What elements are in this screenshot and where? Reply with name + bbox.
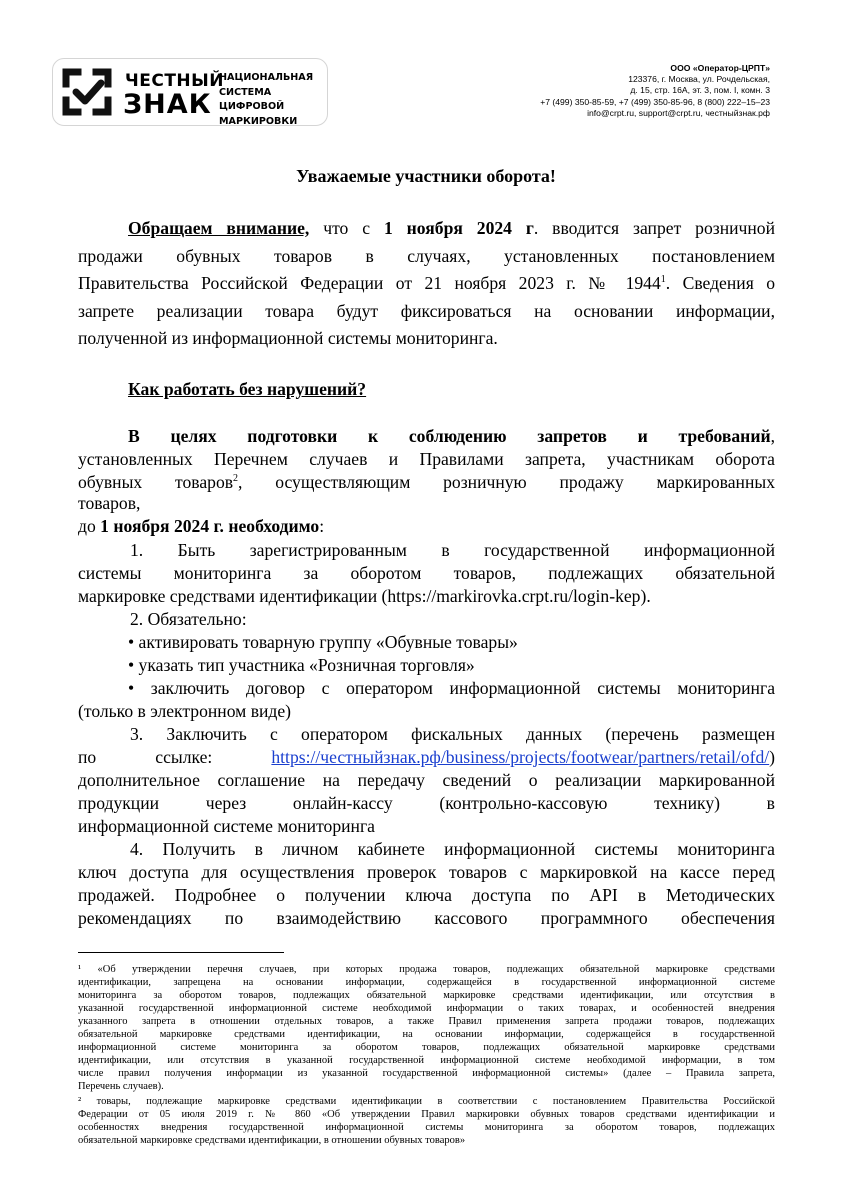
org-phones: +7 (499) 350-85-59, +7 (499) 350-85-96, 8 (800) 222–15–23 (540, 96, 770, 107)
logo-tagline-line: НАЦИОНАЛЬНАЯ (219, 72, 314, 83)
step-4-line: рекомендациях по взаимодействию кассового программного обеспечения (78, 908, 775, 928)
footnote-2-line: ² товары, подлежащие маркировке средствами идентификации в соответствии с постановлением Правительства Российской (78, 1096, 775, 1107)
step-4-line: 4. Получить в личном кабинете информационной системы мониторинга (130, 839, 775, 859)
logo-word-chestny: ЧЕСТНЫЙ (125, 71, 224, 91)
bullet-item: (только в электронном виде) (78, 701, 292, 721)
step-3-text: ) (769, 747, 775, 767)
intro-line (78, 272, 775, 294)
intro-line: запрете реализации товара будут фиксироваться на основании информации, (78, 301, 775, 321)
footnote-1-line: указанной государственной информационной системе необходимой информации о таких товарах, и особенностей внедрения (78, 1003, 775, 1014)
org-contacts (540, 63, 770, 119)
step-3-text: по ссылке: (78, 747, 272, 767)
footnote-1-line: Перечень случаев). (78, 1081, 164, 1092)
bullet-item: • активировать товарную группу «Обувные товары» (128, 632, 518, 652)
ban-date: 1 ноября 2024 г (383, 218, 534, 238)
intro-line: продажи обувных товаров в случаях, установленных постановлением (78, 246, 775, 266)
prep-line (78, 425, 775, 447)
attention-text: Обращаем внимание, (128, 218, 310, 238)
prep-text: до (78, 516, 101, 536)
step-4-line: ключ доступа для осуществления проверок товаров с маркировкой на кассе перед (78, 862, 775, 882)
footnote-separator (78, 952, 284, 953)
intro-line: полученной из информационной системы мониторинга. (78, 328, 498, 348)
prep-line (78, 515, 775, 537)
prep-text: : (319, 516, 325, 536)
footnote-1-line: обязательной маркировке средствами идентификации, на основании информации, содержащейся в государственной (78, 1029, 775, 1040)
step-3-line: дополнительное соглашение на передачу сведений о реализации маркированной (78, 770, 775, 790)
prep-line (78, 471, 775, 493)
prep-line: товаров, (78, 493, 141, 513)
footnote-ref: 2 (233, 473, 239, 485)
step-3-line: продукции через онлайн-кассу (контрольно-кассовую технику) в (78, 793, 775, 813)
prep-line: установленных Перечнем случаев и Правилами запрета, участникам оборота (78, 449, 775, 469)
prep-text: , осуществляющим розничную продажу маркированных (238, 472, 775, 492)
step-3-line: 3. Заключить с оператором фискальных данных (перечень размещен (130, 724, 775, 744)
bullet-item: • указать тип участника «Розничная торговля» (128, 655, 475, 675)
intro-line (78, 217, 775, 239)
footnote-1-line: числе правил получения информации из указанной государственной информационной системы» (далее – Правила запрета, (78, 1068, 775, 1079)
intro-text: . Сведения о (665, 273, 775, 293)
prep-text: обувных товаров (78, 472, 234, 492)
footnote-ref: 1 (660, 274, 666, 286)
logo-check-icon (61, 67, 113, 117)
ofd-partners-link[interactable]: https://честныйзнак.рф/business/projects/footwear/partners/retail/ofd/ (271, 747, 770, 767)
prep-bold-text: В целях подготовки к соблюдению запретов и требований (128, 426, 771, 446)
step-4-line: продажей. Подробнее о получении ключа доступа по API в Методических (78, 885, 775, 905)
step-2-line: 2. Обязательно: (130, 609, 247, 629)
logo (52, 58, 328, 126)
step-1-line: маркировке средствами идентификации (https://markirovka.crpt.ru/login-kep). (78, 586, 651, 606)
bullet-item: • заключить договор с оператором информационной системы мониторинга (128, 678, 775, 698)
intro-text: Правительства Российской Федерации от 21 ноября 2023 г. № 1944 (78, 273, 661, 293)
logo-tagline (219, 71, 327, 129)
footnote-1-line: мониторинга за оборотом товаров, подлежащих обязательной маркировке средствами идентификации, или отсутствия в (78, 990, 775, 1001)
org-address: д. 15, стр. 16А, эт. 3, пом. I, комн. 3 (630, 85, 770, 96)
org-address: 123376, г. Москва, ул. Рочдельская, (628, 74, 770, 85)
intro-text: что с (309, 218, 384, 238)
footnote-2-line: обязательной маркировке средствами идентификации, в отношении обувных товаров» (78, 1135, 466, 1146)
logo-word-znak: ЗНАК (123, 89, 212, 120)
footnote-1-line: указанного запрета в отношении отдельных товаров, а также Правил применения запрета продажи товаров, подлежащих (78, 1016, 775, 1027)
prep-text: , (770, 426, 775, 446)
section-heading: Как работать без нарушений? (128, 379, 367, 399)
footnote-1-line: идентификации, или отсутствия в указанной государственной информационной системе необходимой информации, в том (78, 1055, 775, 1066)
footnote-1-line: идентификации, запрещена на основании информации, содержащейся в государственной информационной системе (78, 977, 775, 988)
step-1-line: 1. Быть зарегистрированным в государственной информационной (130, 540, 775, 560)
footnote-1-line: ¹ «Об утверждении перечня случаев, при которых продажа товаров, подлежащих обязательной маркировке средствами (78, 964, 775, 975)
step-3-line (78, 746, 775, 768)
deadline-text: 1 ноября 2024 г. необходимо (100, 516, 320, 536)
footnote-1-line: информационной системе мониторинга за оборотом товаров, подлежащих обязательной маркировке средствами (78, 1042, 775, 1053)
logo-tagline-line: МАРКИРОВКИ (219, 115, 298, 127)
step-3-line: информационной системе мониторинга (78, 816, 375, 836)
intro-text: . вводится запрет розничной (533, 218, 776, 238)
page-title: Уважаемые участники оборота! (296, 166, 556, 186)
footnote-2-line: Федерации от 05 июля 2019 г. № 860 «Об утверждении Правил маркировки обувных товаров средствами идентификации и (78, 1109, 775, 1120)
footnote-2-line: особенностях внедрения государственной информационной системы мониторинга за оборотом товаров, подлежащих (78, 1122, 775, 1133)
logo-tagline-line: СИСТЕМА ЦИФРОВОЙ (219, 86, 285, 112)
step-1-line: системы мониторинга за оборотом товаров, подлежащих обязательной (78, 563, 775, 583)
org-emails: info@crpt.ru, support@crpt.ru, честныйзнак.рф (587, 107, 770, 118)
org-name: ООО «Оператор-ЦРПТ» (670, 63, 770, 73)
